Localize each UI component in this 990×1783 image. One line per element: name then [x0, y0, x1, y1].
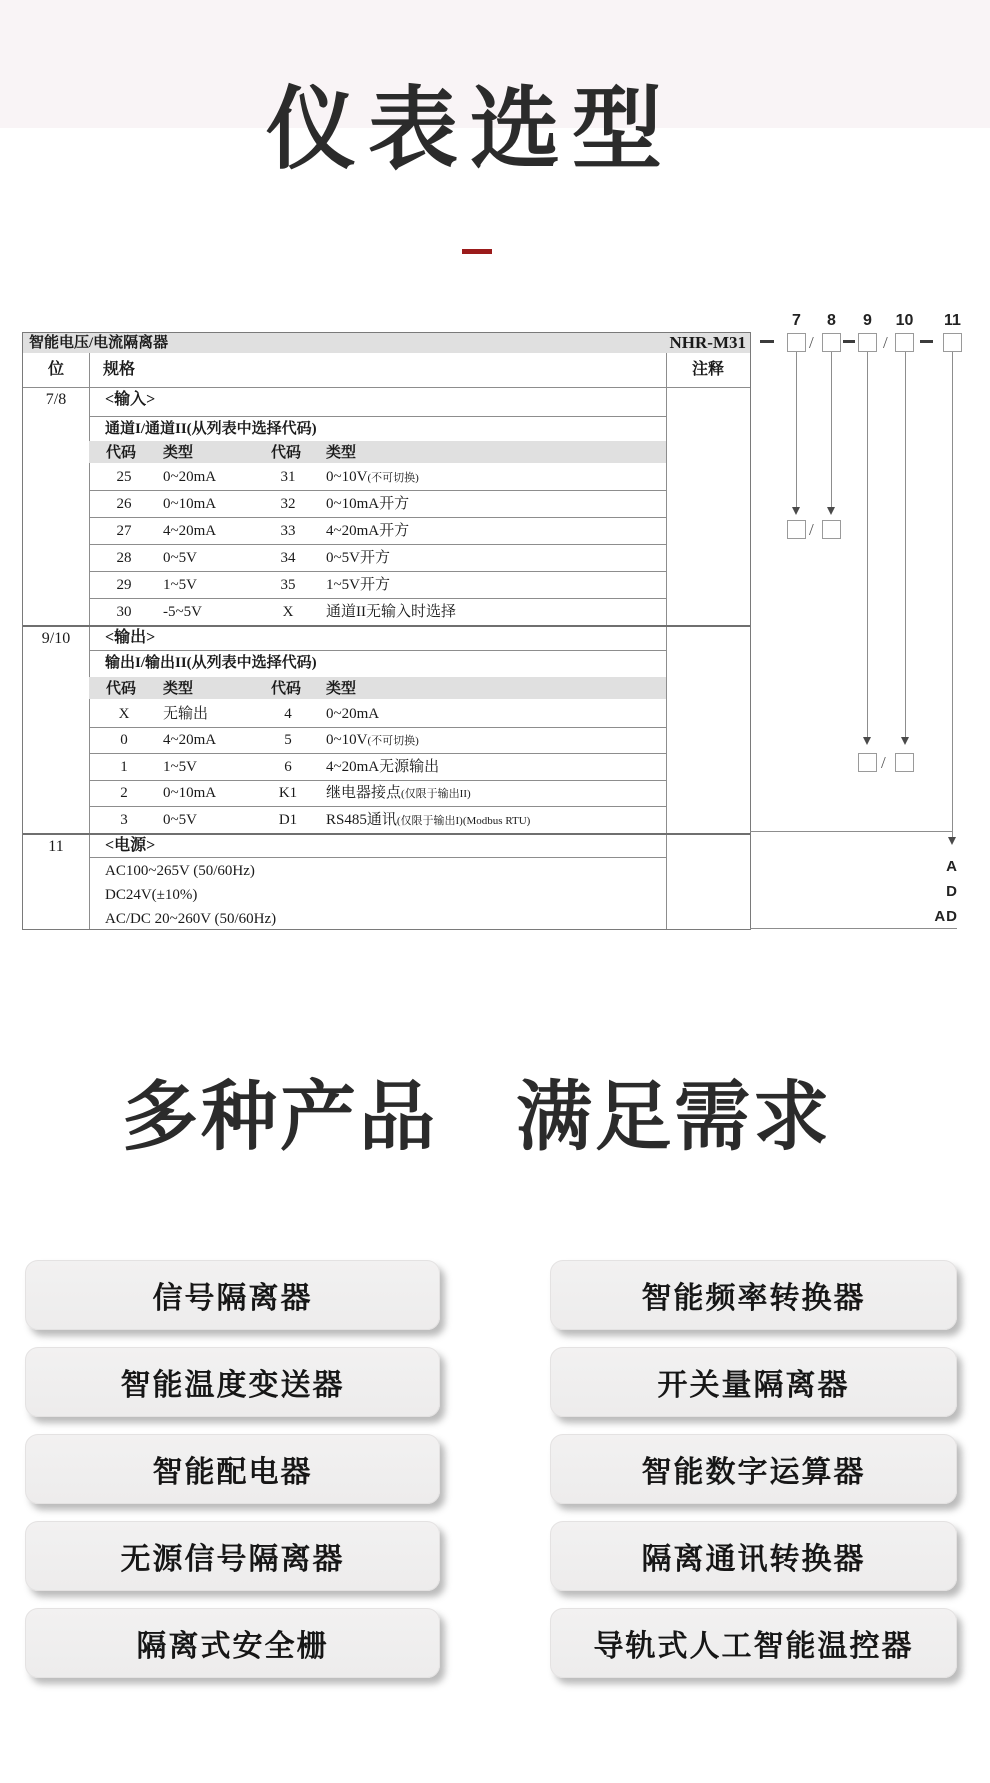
type-cell: 1~5V: [163, 577, 197, 593]
type-cell: 0~10mA: [163, 496, 217, 512]
products-heading: [0, 1075, 972, 1160]
code-cell: 1: [120, 759, 128, 775]
model-number: NHR-M31: [669, 333, 746, 352]
code-cell: 6: [284, 759, 292, 775]
code-cell: X: [282, 604, 294, 620]
table-line: [89, 490, 666, 491]
type-cell: [326, 466, 419, 489]
arrow-down-icon: [792, 507, 800, 515]
product-button-label: 无源信号隔离器: [120, 1543, 345, 1576]
type-cell: -5~5V: [163, 604, 202, 620]
type-cell: 0~5V: [163, 812, 197, 828]
code-slot-10: [895, 333, 914, 352]
bit-7-8: 7/8: [45, 391, 67, 408]
bit-9-10: 9/10: [41, 630, 71, 647]
type-note: (不可切换): [367, 735, 419, 747]
product-button-label: 开关量隔离器: [657, 1369, 850, 1402]
model-selection-table: [22, 332, 751, 930]
products-heading-right: 满足需求: [516, 1075, 832, 1160]
code-slot-9: [858, 333, 877, 352]
type-cell: 4~20mA: [163, 523, 217, 539]
type-cell: 1~5V: [163, 759, 197, 775]
type-cell: [326, 520, 409, 543]
type-header: 类型: [163, 445, 194, 461]
code-cell: 25: [116, 469, 132, 485]
product-button-label: 隔离式安全栅: [136, 1630, 329, 1663]
power-option: AC100~265V (50/60Hz): [105, 863, 255, 879]
type-header: 类型: [326, 681, 357, 697]
product-name: 智能电压/电流隔离器: [29, 335, 169, 351]
code-slot-11: [943, 333, 962, 352]
leader-line-7: [796, 352, 797, 507]
product-button-switch-isolator[interactable]: [550, 1347, 957, 1417]
code-header: 代码: [271, 681, 302, 697]
dash-separator: [760, 340, 774, 343]
table-line: [89, 517, 666, 518]
output-code-slot-1: [858, 753, 877, 772]
type-cell: [326, 729, 419, 752]
code-cell: 27: [116, 523, 132, 539]
output-section-label: <输出>: [105, 629, 156, 646]
code-cell: 0: [120, 732, 128, 748]
power-row-extension-line: [750, 831, 953, 832]
output-section-subtitle: 输出I/输出II(从列表中选择代码): [105, 655, 317, 671]
table-line: [89, 416, 666, 417]
power-section-label: <电源>: [105, 837, 156, 854]
code-cell: 28: [116, 550, 132, 566]
type-cell: 0~5V: [163, 550, 197, 566]
code-slot-8: [822, 333, 841, 352]
type-text: 0~10mA开方: [326, 496, 410, 512]
power-code-ad: AD: [934, 908, 958, 925]
col-header-note: 注释: [691, 361, 724, 378]
table-line: [89, 571, 666, 572]
type-note: (仅限于输出II): [401, 788, 471, 800]
type-cell: 4~20mA: [163, 732, 217, 748]
product-button-safety-barrier[interactable]: [25, 1608, 440, 1678]
power-option: AC/DC 20~260V (50/60Hz): [105, 911, 277, 927]
type-text: 0~5V开方: [326, 550, 390, 566]
dash-separator: [920, 340, 933, 343]
table-line: [89, 780, 666, 781]
type-cell: 0~20mA: [163, 469, 217, 485]
power-code-a: A: [946, 858, 958, 875]
code-cell: 31: [280, 469, 296, 485]
table-line: [89, 544, 666, 545]
code-cell: 34: [280, 550, 296, 566]
slash-separator: /: [883, 333, 888, 352]
table-line: [23, 387, 750, 388]
type-text: 0~10V: [326, 469, 368, 485]
code-cell: D1: [278, 812, 298, 828]
bit-11: 11: [48, 838, 64, 855]
col-header-spec: 规格: [103, 361, 136, 378]
product-button-label: 隔离通讯转换器: [641, 1543, 866, 1576]
products-heading-left: 多种产品: [122, 1075, 438, 1160]
table-line: [89, 353, 90, 929]
type-cell: [326, 493, 409, 516]
product-button-comm-converter[interactable]: [550, 1521, 957, 1591]
input-section-subtitle: 通道I/通道II(从列表中选择代码): [105, 421, 317, 437]
table-line: [89, 857, 666, 858]
input-code-slot-2: [822, 520, 841, 539]
leader-line-9: [867, 352, 868, 737]
slash-separator: /: [809, 333, 814, 352]
type-cell: [326, 703, 379, 726]
product-button-power-distributor[interactable]: [25, 1434, 440, 1504]
type-text: 通道II无输入时选择: [326, 604, 456, 620]
digit-11: 11: [944, 312, 961, 329]
code-cell: X: [118, 706, 130, 722]
table-line: [89, 753, 666, 754]
type-cell: 0~10mA: [163, 785, 217, 801]
dash-separator: [843, 340, 855, 343]
digit-10: 10: [895, 312, 914, 329]
type-note: (仅限于输出I)(Modbus RTU): [396, 815, 531, 827]
table-line: [89, 806, 666, 807]
power-code-d: D: [946, 883, 958, 900]
code-cell: 35: [280, 577, 296, 593]
product-button-label: 智能温度变送器: [120, 1369, 345, 1402]
arrow-down-icon: [863, 737, 871, 745]
code-header: 代码: [106, 445, 137, 461]
digit-7: 7: [792, 312, 801, 329]
product-button-rail-temperature-controller[interactable]: [550, 1608, 957, 1678]
input-code-slot-1: [787, 520, 806, 539]
product-button-digital-calculator[interactable]: [550, 1434, 957, 1504]
type-cell: 无输出: [163, 706, 209, 722]
table-line: [89, 727, 666, 728]
slash-separator: /: [809, 520, 814, 539]
product-button-label: 智能配电器: [152, 1456, 313, 1489]
output-code-slot-2: [895, 753, 914, 772]
type-text: 继电器接点: [326, 785, 402, 801]
type-header: 类型: [163, 681, 194, 697]
code-cell: 30: [116, 604, 132, 620]
product-button-frequency-converter[interactable]: [550, 1260, 957, 1330]
power-row-extension-line: [750, 928, 957, 929]
table-line: [666, 353, 667, 929]
table-line: [89, 598, 666, 599]
title-underline-accent: [462, 249, 492, 254]
type-text: 4~20mA开方: [326, 523, 410, 539]
code-slot-7: [787, 333, 806, 352]
product-button-label: 智能频率转换器: [641, 1282, 866, 1315]
leader-line-10: [905, 352, 906, 737]
input-section-label: <输入>: [105, 391, 156, 408]
arrow-down-icon: [827, 507, 835, 515]
product-button-label: 导轨式人工智能温控器: [593, 1630, 914, 1663]
code-cell: 32: [280, 496, 296, 512]
leader-line-8: [831, 352, 832, 507]
page-title: 仪表选型: [266, 80, 674, 180]
code-cell: 3: [120, 812, 128, 828]
product-button-label: 信号隔离器: [152, 1282, 313, 1315]
type-cell: [326, 547, 390, 570]
type-text: 4~20mA无源输出: [326, 759, 440, 775]
product-button-passive-signal-isolator[interactable]: [25, 1521, 440, 1591]
power-option: DC24V(±10%): [105, 887, 198, 903]
code-cell: 26: [116, 496, 132, 512]
type-cell: [326, 809, 530, 832]
product-button-label: 智能数字运算器: [641, 1456, 866, 1489]
col-header-bit: 位: [47, 361, 64, 378]
code-cell: 5: [284, 732, 292, 748]
type-cell: [326, 601, 456, 624]
digit-9: 9: [863, 312, 872, 329]
leader-line-11: [952, 352, 953, 837]
type-cell: [326, 756, 439, 779]
type-cell: [326, 782, 471, 805]
code-header: 代码: [271, 445, 302, 461]
arrow-down-icon: [901, 737, 909, 745]
type-header: 类型: [326, 445, 357, 461]
type-text: RS485通讯: [326, 812, 397, 828]
digit-8: 8: [827, 312, 836, 329]
type-text: 0~20mA: [326, 706, 380, 722]
code-header: 代码: [106, 681, 137, 697]
slash-separator: /: [881, 753, 886, 772]
code-cell: 29: [116, 577, 132, 593]
code-cell: K1: [278, 785, 298, 801]
code-cell: 4: [284, 706, 292, 722]
type-cell: [326, 574, 390, 597]
product-button-signal-isolator[interactable]: [25, 1260, 440, 1330]
type-note: (不可切换): [367, 472, 419, 484]
type-text: 1~5V开方: [326, 577, 390, 593]
product-button-temperature-transmitter[interactable]: [25, 1347, 440, 1417]
table-line: [89, 650, 666, 651]
arrow-down-icon: [948, 837, 956, 845]
type-text: 0~10V: [326, 732, 368, 748]
code-cell: 2: [120, 785, 128, 801]
code-cell: 33: [280, 523, 296, 539]
